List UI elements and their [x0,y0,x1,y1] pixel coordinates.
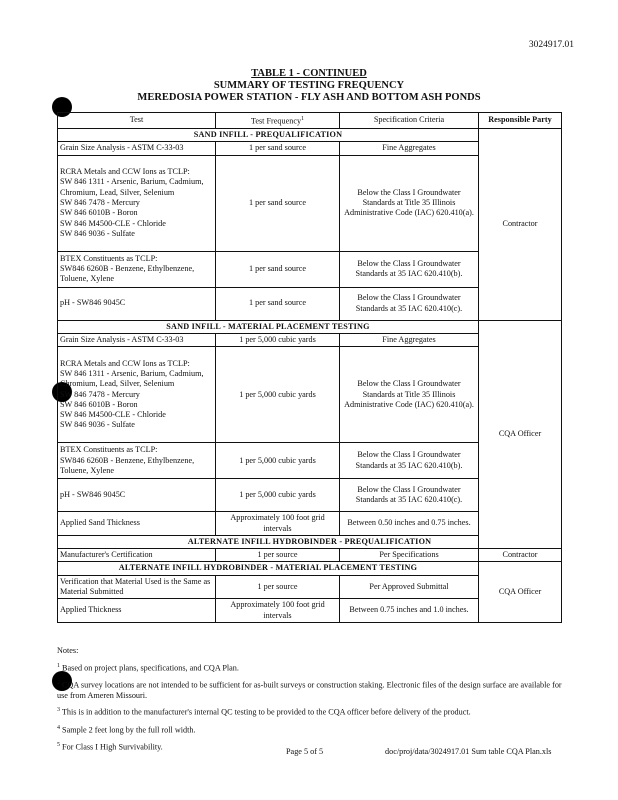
note-3: $^3$ This is in addition to the manufacturer's internal QC testing to be provided to the CQA officer before delivery of the product. [57,707,471,718]
note-2: $^2$ CQA survey locations are not intended to be sufficient for as-built surveys or construction staking. Electronic files of the design surface are available for use from Ameren Missouri. [57,679,562,700]
site-title: MEREDOSIA POWER STATION - FLY ASH AND BOTTOM ASH PONDS [137,92,481,103]
test-cell: Applied Sand Thickness [58,512,216,536]
table-titles [0,68,618,104]
testing-frequency-table [57,112,562,623]
spec-cell: Fine Aggregates [340,333,479,346]
spec-cell: Below the Class I Groundwater Standards at Title 35 Illinois Administrative Code (IAC) 620.410(a). [340,155,479,251]
frequency-cell: 1 per sand source [216,155,340,251]
test-cell: Grain Size Analysis - ASTM C-33-03 [58,333,216,346]
spec-cell: Below the Class I Groundwater Standards at 35 IAC 620.410(c). [340,479,479,512]
spec-cell: Between 0.50 inches and 0.75 inches. [340,512,479,536]
frequency-cell: Approximately 100 foot grid intervals [216,512,340,536]
responsible-party: CQA Officer [479,320,562,548]
header-frequency: Test Frequency$^1$ [216,113,340,129]
test-cell: pH - SW846 9045C [58,479,216,512]
section-header: SAND INFILL - MATERIAL PLACEMENT TESTING [58,320,479,333]
frequency-cell: 1 per sand source [216,142,340,155]
table-row [58,549,562,562]
frequency-cell: 1 per sand source [216,287,340,320]
spec-cell: Below the Class I Groundwater Standards at 35 IAC 620.410(b). [340,251,479,287]
test-cell: Verification that Material Used is the Same as Material Submitted [58,575,216,599]
spec-cell: Below the Class I Groundwater Standards at 35 IAC 620.410(c). [340,287,479,320]
test-cell: BTEX Constituents as TCLP: SW846 6260B - Benzene, Ethylbenzene, Toluene, Xylene [58,251,216,287]
test-cell: RCRA Metals and CCW Ions as TCLP: SW 846 1311 - Arsenic, Barium, Cadmium, Chromium, Lead, Silver, Selenium SW 846 7478 - Mercury SW 846 6010B - Boron SW 846 M4500-CLE - Chloride SW 846 9036 - Sulfate [58,347,216,443]
section-header: ALTERNATE INFILL HYDROBINDER - MATERIAL PLACEMENT TESTING [58,562,479,575]
test-cell: RCRA Metals and CCW Ions as TCLP: SW 846 1311 - Arsenic, Barium, Cadmium, Chromium, Lead, Silver, Selenium SW 846 7478 - Mercury SW 846 6010B - Boron SW 846 M4500-CLE - Chloride SW 846 9036 - Sulfate [58,155,216,251]
responsible-party: CQA Officer [479,562,562,622]
spec-cell: Below the Class I Groundwater Standards at Title 35 Illinois Administrative Code (IAC) 620.410(a). [340,347,479,443]
table-subtitle: SUMMARY OF TESTING FREQUENCY [213,80,405,91]
responsible-party: Contractor [479,129,562,321]
frequency-cell: 1 per 5,000 cubic yards [216,443,340,479]
spec-cell: Between 0.75 inches and 1.0 inches. [340,599,479,623]
header-specification: Specification Criteria [340,113,479,129]
frequency-cell: 1 per 5,000 cubic yards [216,333,340,346]
frequency-cell: 1 per source [216,575,340,599]
table-title: TABLE 1 - CONTINUED [251,68,367,79]
document-number: 3024917.01 [528,40,574,50]
header-test: Test [58,113,216,129]
file-path: doc/proj/data/3024917.01 Sum table CQA Plan.xls [385,747,552,756]
page-number: Page 5 of 5 [286,747,324,756]
spec-cell: Fine Aggregates [340,142,479,155]
note-1: $^1$ Based on project plans, specifications, and CQA Plan. [57,662,239,673]
frequency-cell: 1 per source [216,549,340,562]
test-cell: Manufacturer's Certification [58,549,216,562]
test-cell: BTEX Constituents as TCLP: SW846 6260B - Benzene, Ethylbenzene, Toluene, Xylene [58,443,216,479]
header-responsible-party: Responsible Party [479,113,562,129]
test-cell: Grain Size Analysis - ASTM C-33-03 [58,142,216,155]
section-header: ALTERNATE INFILL HYDROBINDER - PREQUALIFICATION [58,535,562,548]
note-5: $^5$ For Class I High Survivability. [57,741,163,752]
test-cell: Applied Thickness [58,599,216,623]
frequency-cell: 1 per 5,000 cubic yards [216,479,340,512]
note-4: $^4$ Sample 2 feet long by the full roll width. [57,724,196,735]
notes-label: Notes: [57,646,79,655]
spec-cell: Per Specifications [340,549,479,562]
section-header: SAND INFILL - PREQUALIFICATION [58,129,479,142]
notes-section [57,646,567,757]
spec-cell: Per Approved Submittal [340,575,479,599]
frequency-cell: 1 per 5,000 cubic yards [216,347,340,443]
responsible-party: Contractor [479,549,562,562]
header-row [58,113,562,129]
frequency-cell: Approximately 100 foot grid intervals [216,599,340,623]
frequency-cell: 1 per sand source [216,251,340,287]
spec-cell: Below the Class I Groundwater Standards at 35 IAC 620.410(b). [340,443,479,479]
test-cell: pH - SW846 9045C [58,287,216,320]
